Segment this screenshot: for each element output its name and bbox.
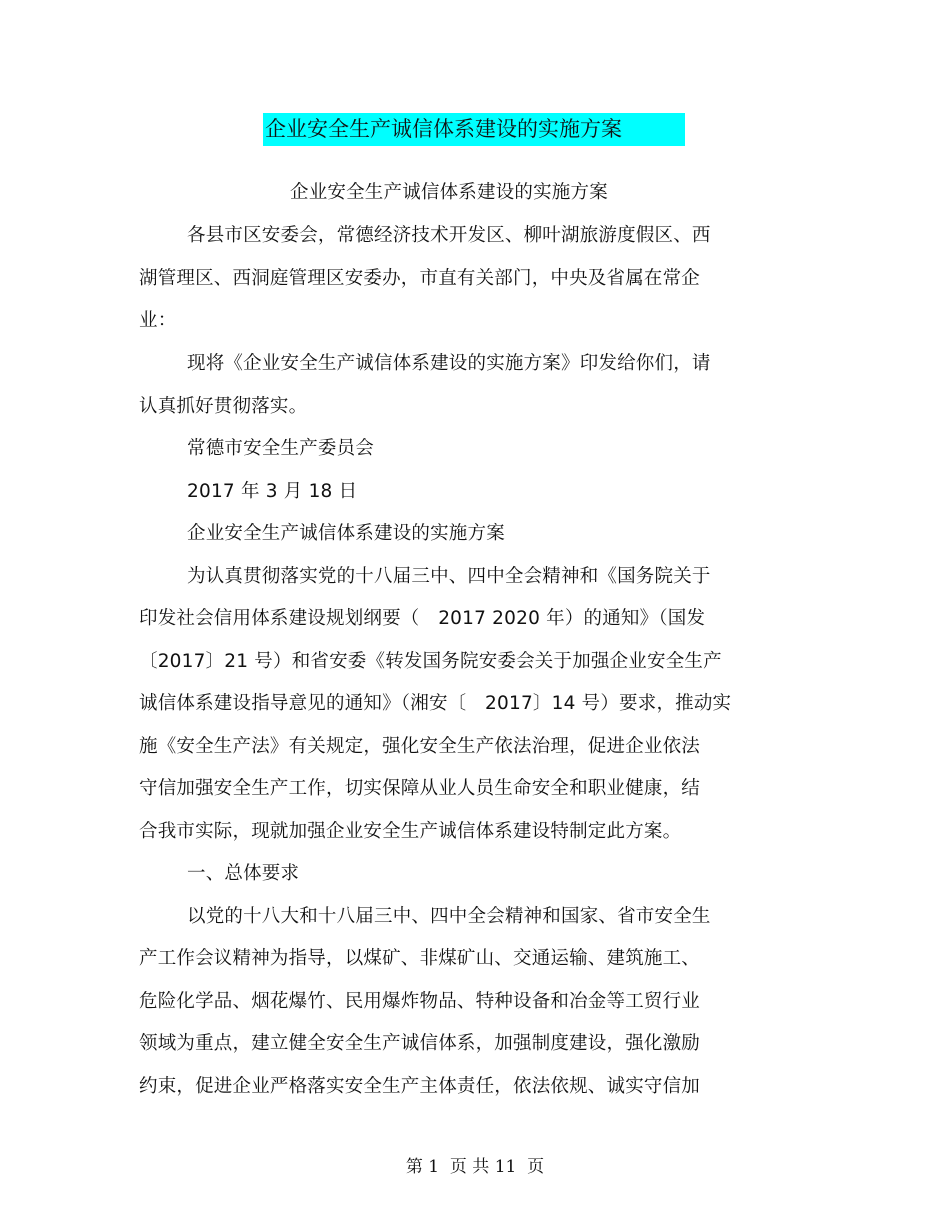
text-line: 各县市区安委会，常德经济技术开发区、柳叶湖旅游度假区、西 [187, 225, 711, 246]
text-line: 守信加强安全生产工作，切实保障从业人员生命安全和职业健康，结 [139, 778, 701, 799]
text-line: 约束，促进企业严格落实安全生产主体责任，依法依规、诚实守信加 [139, 1076, 701, 1097]
text-line: 产工作会议精神为指导，以煤矿、非煤矿山、交通运输、建筑施工、 [139, 948, 701, 969]
document-subtitle: 企业安全生产诚信体系建设的实施方案 [290, 182, 608, 203]
text-line: 湖管理区、西洞庭管理区安委办，市直有关部门，中央及省属在常企 [139, 268, 701, 289]
text-line: 现将《企业安全生产诚信体系建设的实施方案》印发给你们，请 [187, 353, 711, 374]
text-line: 合我市实际，现就加强企业安全生产诚信体系建设特制定此方案。 [139, 821, 682, 842]
signature-date: 2017 年 3 月 18 日 [187, 481, 358, 502]
heading-general-requirements: 一、总体要求 [187, 863, 300, 884]
section-title: 企业安全生产诚信体系建设的实施方案 [187, 523, 505, 544]
document-title: 企业安全生产诚信体系建设的实施方案 [265, 117, 622, 141]
text-line: 为认真贯彻落实党的十八届三中、四中全会精神和《国务院关于 [187, 566, 711, 587]
text-line: 以党的十八大和十八届三中、四中全会精神和国家、省市安全生 [187, 906, 711, 927]
page-footer: 第 1 页 共 11 页 [405, 1157, 545, 1177]
text-line: 领域为重点，建立健全安全生产诚信体系，加强制度建设，强化激励 [139, 1033, 701, 1054]
text-line: 业： [139, 310, 177, 331]
text-line: 认真抓好贯彻落实。 [139, 396, 308, 417]
text-line: 危险化学品、烟花爆竹、民用爆炸物品、特种设备和冶金等工贸行业 [139, 991, 701, 1012]
text-line: 诚信体系建设指导意见的通知》（湘安〔 2017〕14 号）要求，推动实 [139, 693, 732, 714]
text-line: 印发社会信用体系建设规划纲要（ 2017 2020 年）的通知》（国发 [139, 608, 706, 629]
signature-org: 常德市安全生产委员会 [187, 438, 375, 459]
text-line: 施《安全生产法》有关规定，强化安全生产依法治理，促进企业依法 [139, 736, 701, 757]
text-line: 〔2017〕21 号）和省安委《转发国务院安委会关于加强企业安全生产 [139, 651, 722, 672]
